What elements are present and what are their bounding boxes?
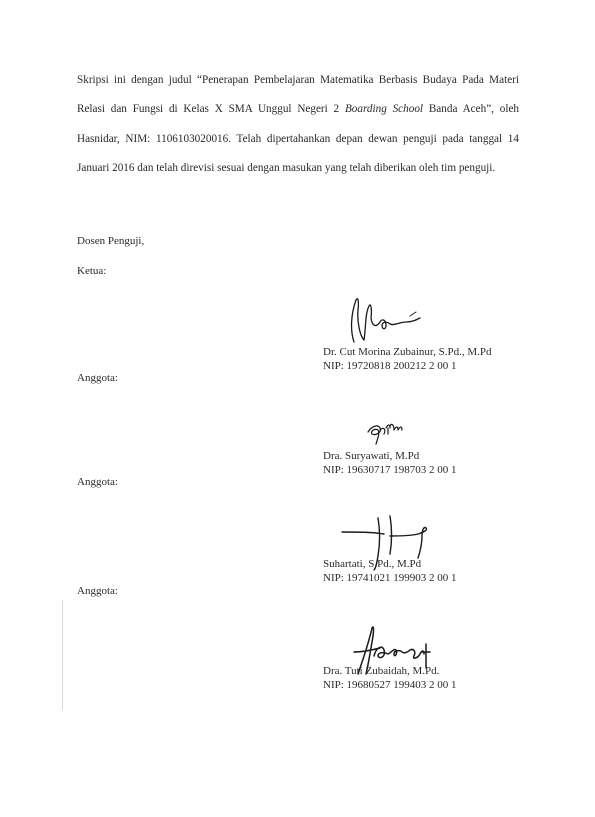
examiner-4: [323, 664, 457, 692]
dosen-penguji-label: Dosen Penguji,: [77, 235, 145, 247]
paragraph-text-2: Banda Aceh”, oleh Hasnidar, NIM: 1106103020016. Telah dipertahankan depan dewan penguji pada tanggal 14 Januari 2016 dan telah direvisi sesuai dengan masukan yang telah diberikan oleh tim penguji.: [77, 103, 520, 174]
examiner-2-name: Dra. Suryawati, M.Pd: [323, 450, 420, 462]
anggota-label-3: Anggota:: [77, 585, 118, 597]
examiner-2-nip: NIP: 19630717 198703 2 00 1: [323, 464, 457, 476]
ketua-label: Ketua:: [77, 265, 107, 277]
paragraph-text-1: Skripsi ini dengan judul “Penerapan Pembelajaran Matematika Berbasis Budaya Pada Materi Relasi dan Fungsi di Kelas X SMA Unggul Negeri 2: [77, 74, 519, 116]
signature-1: [340, 292, 430, 350]
examiner-3-name: Suhartati, S.Pd., M.Pd: [323, 558, 422, 570]
examiner-4-nip: NIP: 19680527 199403 2 00 1: [323, 679, 457, 691]
examiner-3-nip: NIP: 19741021 199903 2 00 1: [323, 572, 457, 584]
examiner-1-name: Dr. Cut Morina Zubainur, S.Pd., M.Pd: [323, 346, 492, 358]
anggota-label-1: Anggota:: [77, 372, 118, 384]
signature-2: [362, 416, 412, 446]
anggota-label-2: Anggota:: [77, 476, 118, 488]
examiner-2: [323, 449, 457, 477]
examiner-4-name: Dra. Tuti Zubaidah, M.Pd.: [323, 665, 440, 677]
approval-paragraph: [77, 66, 519, 183]
scan-margin-line: [62, 600, 63, 710]
examiner-1: [323, 345, 492, 373]
examiner-3: [323, 557, 457, 585]
examiner-1-nip: NIP: 19720818 200212 2 00 1: [323, 360, 457, 372]
paragraph-italic-text: Boarding School: [344, 103, 424, 116]
